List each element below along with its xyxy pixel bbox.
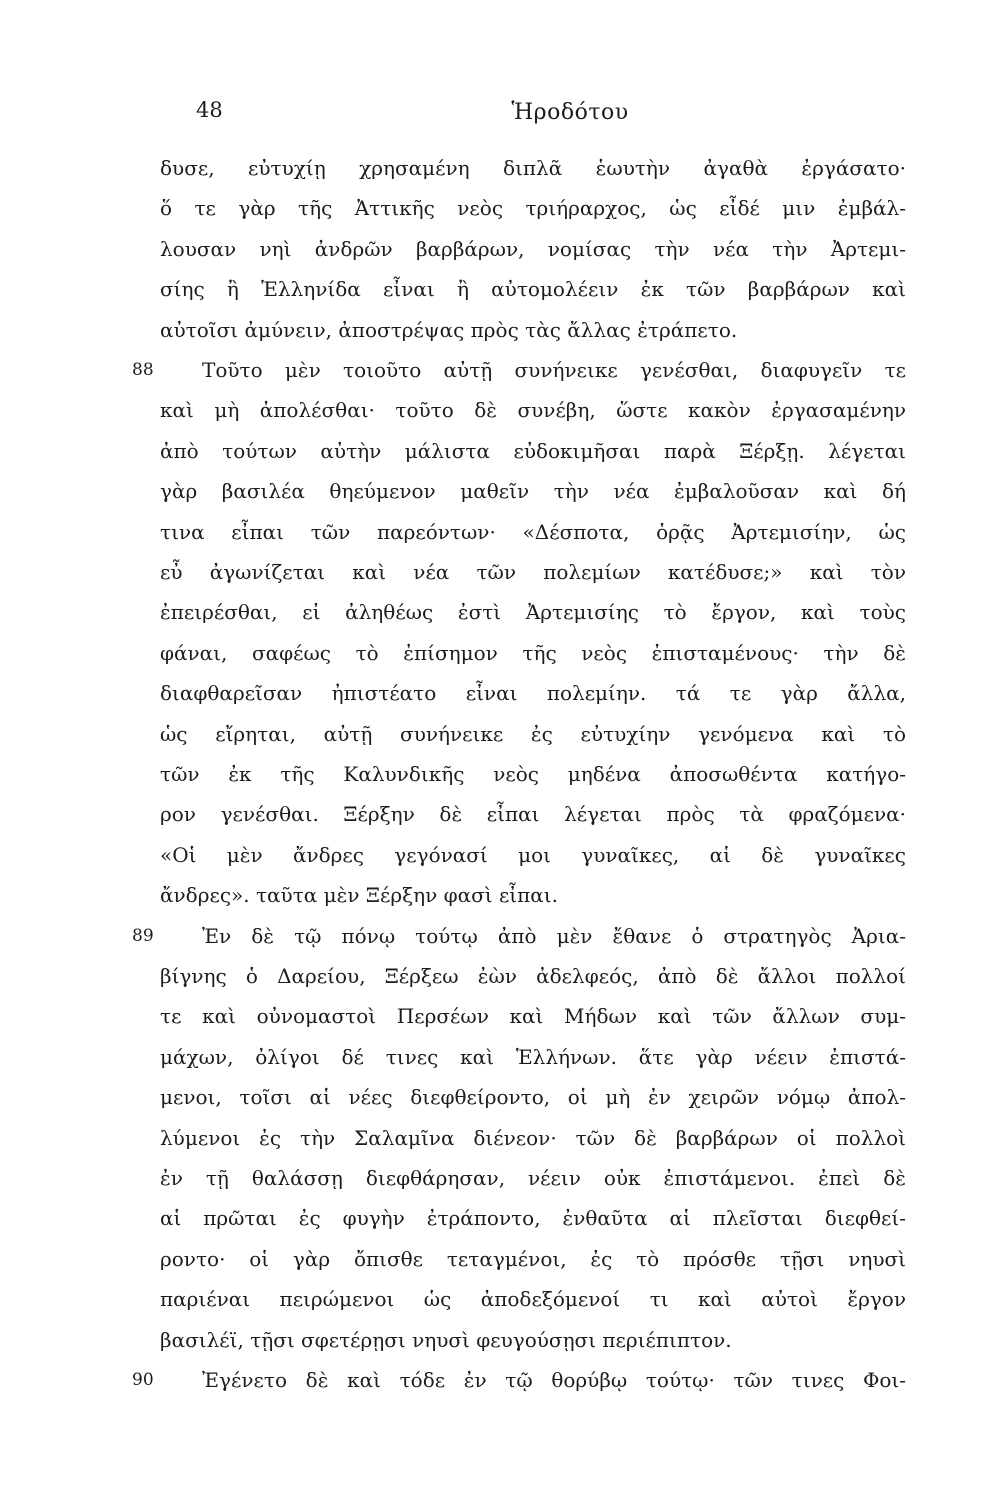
section-number: 89: [132, 926, 154, 946]
running-title: Ἡροδότου: [511, 100, 629, 125]
text-line: βασιλέϊ, τῇσι σφετέρῃσι νηυσὶ φευγούσῃσι περιέπιπτον.: [160, 1328, 732, 1352]
text-line: τινα εἶπαι τῶν παρεόντων· «Δέσποτα, ὁρᾷς Ἀρτεμισίην, ὡς: [160, 520, 906, 544]
text-line: εὖ ἀγωνίζεται καὶ νέα τῶν πολεμίων κατέδυσε;» καὶ τὸν: [160, 560, 906, 584]
text-line: Ἐν δὲ τῷ πόνῳ τούτῳ ἀπὸ μὲν ἔθανε ὁ στρατηγὸς Ἀρια-: [202, 924, 906, 948]
text-line: Τοῦτο μὲν τοιοῦτο αὐτῇ συνήνεικε γενέσθαι, διαφυγεῖν τε: [202, 358, 906, 382]
text-line: σίης ἢ Ἑλληνίδα εἶναι ἢ αὐτομολέειν ἐκ τῶν βαρβάρων καὶ: [160, 277, 906, 301]
text-line: ρον γενέσθαι. Ξέρξην δὲ εἶπαι λέγεται πρὸς τὰ φραζόμενα·: [160, 802, 906, 826]
text-line: Ἐγένετο δὲ καὶ τόδε ἐν τῷ θορύβῳ τούτῳ· τῶν τινες Φοι-: [202, 1368, 906, 1392]
page-number: 48: [196, 98, 223, 122]
text-line: ἐν τῇ θαλάσσῃ διεφθάρησαν, νέειν οὐκ ἐπιστάμενοι. ἐπεὶ δὲ: [160, 1166, 906, 1190]
text-line: μάχων, ὀλίγοι δέ τινες καὶ Ἑλλήνων. ἅτε γὰρ νέειν ἐπιστά-: [160, 1045, 906, 1069]
text-line: τε καὶ οὐνομαστοὶ Περσέων καὶ Μήδων καὶ τῶν ἄλλων συμ-: [160, 1004, 906, 1028]
page-header: [0, 98, 982, 138]
text-line: «Οἱ μὲν ἄνδρες γεγόνασί μοι γυναῖκες, αἱ δὲ γυναῖκες: [160, 843, 906, 867]
text-line: αἱ πρῶται ἐς φυγὴν ἐτράποντο, ἐνθαῦτα αἱ πλεῖσται διεφθεί-: [160, 1206, 906, 1230]
text-line: ἀπὸ τούτων αὐτὴν μάλιστα εὐδοκιμῆσαι παρὰ Ξέρξῃ. λέγεται: [160, 439, 906, 463]
section-number: 90: [132, 1370, 154, 1390]
text-line: τῶν ἐκ τῆς Καλυνδικῆς νεὸς μηδένα ἀποσωθέντα κατήγο-: [160, 762, 906, 786]
text-line: μενοι, τοῖσι αἱ νέες διεφθείροντο, οἱ μὴ ἐν χειρῶν νόμῳ ἀπολ-: [160, 1085, 906, 1109]
section-number: 88: [132, 360, 154, 380]
text-line: βίγνης ὁ Δαρείου, Ξέρξεω ἐὼν ἀδελφεός, ἀπὸ δὲ ἄλλοι πολλοί: [160, 964, 906, 988]
text-line: δυσε, εὐτυχίῃ χρησαμένη διπλᾶ ἑωυτὴν ἀγαθὰ ἐργάσατο·: [160, 156, 906, 180]
text-line: αὐτοῖσι ἀμύνειν, ἀποστρέψας πρὸς τὰς ἄλλας ἐτράπετο.: [160, 318, 738, 342]
text-line: καὶ μὴ ἀπολέσθαι· τοῦτο δὲ συνέβη, ὥστε κακὸν ἐργασαμένην: [160, 398, 906, 422]
text-line: γὰρ βασιλέα θηεύμενον μαθεῖν τὴν νέα ἐμβαλοῦσαν καὶ δή: [160, 479, 906, 503]
text-line: λουσαν νηὶ ἀνδρῶν βαρβάρων, νομίσας τὴν νέα τὴν Ἀρτεμι-: [160, 237, 906, 261]
text-line: φάναι, σαφέως τὸ ἐπίσημον τῆς νεὸς ἐπισταμένους· τὴν δὲ: [160, 641, 906, 665]
text-line: ὡς εἴρηται, αὐτῇ συνήνεικε ἐς εὐτυχίην γενόμενα καὶ τὸ: [160, 722, 906, 746]
text-line: ἄνδρες». ταῦτα μὲν Ξέρξην φασὶ εἶπαι.: [160, 883, 558, 907]
text-line: παριέναι πειρώμενοι ὡς ἀποδεξόμενοί τι καὶ αὐτοὶ ἔργον: [160, 1287, 906, 1311]
text-line: ἐπειρέσθαι, εἰ ἀληθέως ἐστὶ Ἀρτεμισίης τὸ ἔργον, καὶ τοὺς: [160, 600, 906, 624]
text-line: ροντο· οἱ γὰρ ὄπισθε τεταγμένοι, ἐς τὸ πρόσθε τῇσι νηυσὶ: [160, 1247, 906, 1271]
text-line: διαφθαρεῖσαν ἠπιστέατο εἶναι πολεμίην. τά τε γὰρ ἄλλα,: [160, 681, 906, 705]
text-line: ὅ τε γὰρ τῆς Ἀττικῆς νεὸς τριήραρχος, ὡς εἶδέ μιν ἐμβάλ-: [160, 196, 906, 220]
text-line: λύμενοι ἐς τὴν Σαλαμῖνα διένεον· τῶν δὲ βαρβάρων οἱ πολλοὶ: [160, 1126, 906, 1150]
